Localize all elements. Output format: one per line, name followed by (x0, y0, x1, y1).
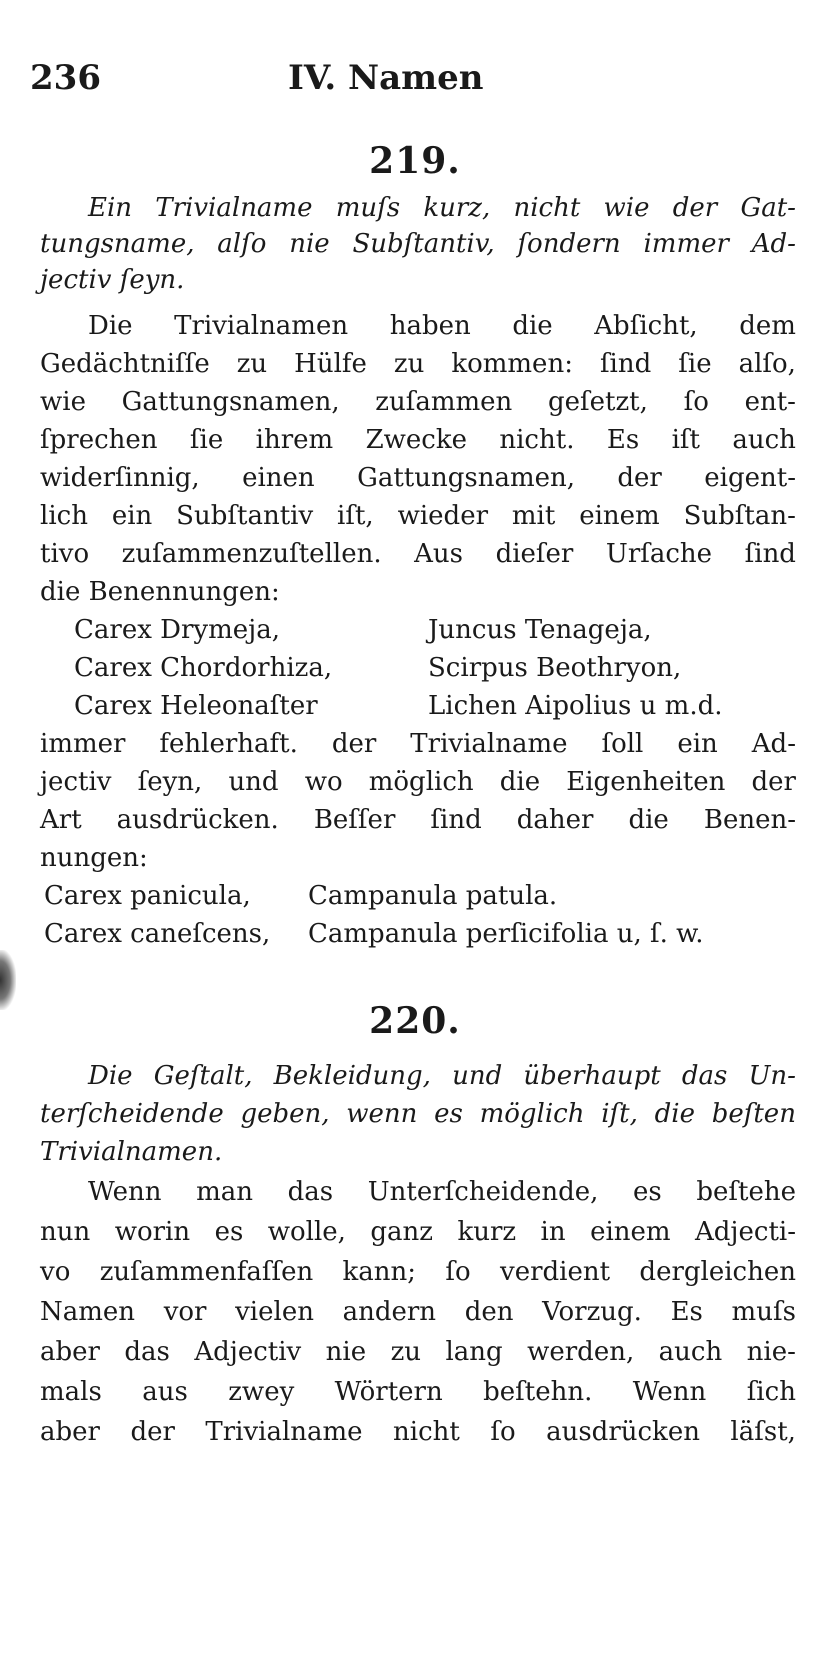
word: den (464, 1297, 514, 1327)
word: auch (732, 425, 796, 455)
word: nie (325, 1337, 367, 1367)
word: ſie (189, 425, 224, 455)
word: ein (677, 729, 718, 759)
word: das (287, 1177, 334, 1207)
word: ganz (370, 1217, 433, 1247)
word: einem (590, 1217, 671, 1247)
word: alſo, (738, 349, 796, 379)
word: die Benennungen: (40, 577, 280, 607)
word: zu (236, 349, 268, 379)
word: Trivialname (410, 729, 568, 759)
example-name-left: Carex Chordorhiza, (74, 653, 333, 683)
word: jectiv ſeyn. (40, 265, 185, 295)
word: aber (40, 1417, 100, 1447)
word: widerſinnig, (40, 463, 200, 493)
word: geben, (240, 1099, 330, 1129)
word: ſo (445, 1257, 471, 1287)
word: die (654, 1099, 695, 1129)
word: der (617, 463, 662, 493)
word: andern (342, 1297, 437, 1327)
word: Die (88, 311, 133, 341)
word: ſich (746, 1377, 796, 1407)
word: die (512, 311, 553, 341)
word: und (452, 1061, 503, 1091)
word: mit (511, 501, 556, 531)
text-line (40, 1414, 796, 1450)
example-name-right: Campanula patula. (308, 881, 558, 911)
text-line (40, 1214, 796, 1250)
word: Aus (414, 539, 464, 569)
word: Adjectiv (194, 1337, 302, 1367)
word: das (681, 1061, 728, 1091)
word: der (751, 767, 796, 797)
section-number-219: 219. (369, 140, 461, 182)
word: Ad- (751, 729, 796, 759)
word: Trivialname (155, 193, 313, 223)
word: beſtehn. (483, 1377, 593, 1407)
word: in (540, 1217, 566, 1247)
word: dergleichen (639, 1257, 796, 1287)
word: iſt (671, 425, 700, 455)
word: ſo (490, 1417, 516, 1447)
word: der (130, 1417, 175, 1447)
word: Trivialnamen. (40, 1137, 223, 1167)
example-name-right: Juncus Tenageja, (428, 615, 652, 645)
word: es (434, 1099, 463, 1129)
word: ſind (430, 805, 482, 835)
word: einen (242, 463, 315, 493)
word: Adjecti- (695, 1217, 796, 1247)
word: jectiv (40, 767, 112, 797)
word: dieſer (495, 539, 574, 569)
word: ſind (744, 539, 796, 569)
section-number-220: 220. (369, 1000, 461, 1042)
word: Benen- (703, 805, 796, 835)
word: Wörtern (334, 1377, 443, 1407)
word: überhaupt (523, 1061, 661, 1091)
text-line (40, 1334, 796, 1370)
word: kommen: (451, 349, 573, 379)
word: nicht. (499, 425, 575, 455)
word: Beſſer (313, 805, 396, 835)
word: zuſammenzuſtellen. (121, 539, 382, 569)
example-name-left: Carex caneſcens, (44, 919, 271, 949)
word: nungen: (40, 843, 148, 873)
word: man (196, 1177, 254, 1207)
running-title: IV. Namen (288, 58, 484, 98)
word: möglich (368, 767, 474, 797)
text-line (40, 1374, 796, 1410)
word: Gedächtniſſe (40, 349, 210, 379)
word: auch (658, 1337, 723, 1367)
word: muſs (731, 1297, 796, 1327)
word: wie (603, 193, 650, 223)
word: fehlerhaft. (159, 729, 298, 759)
text-line (40, 802, 796, 838)
word: worin (114, 1217, 191, 1247)
word: läſst, (730, 1417, 796, 1447)
word: iſt, (601, 1099, 638, 1129)
text-line (40, 840, 796, 876)
word: zwey (228, 1377, 295, 1407)
word: nie- (746, 1337, 796, 1367)
word: Vorzug. (542, 1297, 642, 1327)
word: Gattungsnamen, (357, 463, 576, 493)
word: kurz, (423, 193, 491, 223)
word: mals (40, 1377, 102, 1407)
word: beſtehe (696, 1177, 796, 1207)
text-line (40, 726, 796, 762)
word: Hülfe (294, 349, 367, 379)
word: werden, (527, 1337, 635, 1367)
word: verdient (500, 1257, 611, 1287)
word: Es (606, 425, 640, 455)
example-name-left: Carex panicula, (44, 881, 251, 911)
word: Zwecke (365, 425, 467, 455)
text-line (40, 1096, 796, 1132)
word: ſind (599, 349, 652, 379)
text-line (40, 1254, 796, 1290)
word: Unterſcheidende, (367, 1177, 599, 1207)
word: die (628, 805, 669, 835)
text-line (40, 536, 796, 572)
word: ent- (744, 387, 796, 417)
word: Ein (88, 193, 133, 223)
word: tungsname, (40, 229, 195, 259)
word: iſt, (337, 501, 374, 531)
word: geſetzt, (548, 387, 648, 417)
word: die (499, 767, 541, 797)
text-line (40, 498, 796, 534)
word: zu (390, 1337, 422, 1367)
word: muſs (335, 193, 401, 223)
word: Gattungsnamen, (121, 387, 340, 417)
word: wie (40, 387, 86, 417)
word: ſo (683, 387, 709, 417)
text-line (40, 1294, 796, 1330)
word: Trivialname (205, 1417, 363, 1447)
word: wolle, (267, 1217, 346, 1247)
word: Abſicht, (594, 311, 698, 341)
example-name-left: Carex Drymeja, (74, 615, 280, 645)
word: ſondern (517, 229, 621, 259)
text-line (40, 574, 796, 610)
word: Urſache (605, 539, 713, 569)
word: ſprechen (40, 425, 158, 455)
word: Trivialnamen (174, 311, 349, 341)
word: das (124, 1337, 170, 1367)
word: Es (670, 1297, 703, 1327)
word: alſo (217, 229, 267, 259)
word: möglich (479, 1099, 585, 1129)
word: tivo (40, 539, 90, 569)
word: wo (304, 767, 343, 797)
word: es (214, 1217, 244, 1247)
word: daher (516, 805, 594, 835)
word: Subſtan- (683, 501, 796, 531)
word: dem (739, 311, 796, 341)
example-name-right: Lichen Aipolius u m.d. (428, 691, 723, 721)
word: Eigenheiten (566, 767, 726, 797)
word: Subſtantiv (176, 501, 314, 531)
word: und (228, 767, 279, 797)
text-line (40, 262, 796, 298)
text-line (40, 764, 796, 800)
word: zu (393, 349, 425, 379)
text-line (40, 422, 796, 458)
ink-blot (0, 950, 16, 1010)
word: ſoll (601, 729, 644, 759)
word: Un- (748, 1061, 796, 1091)
word: wenn (346, 1099, 418, 1129)
word: immer (40, 729, 126, 759)
word: Namen (40, 1297, 136, 1327)
word: lang (445, 1337, 503, 1367)
text-line (40, 384, 796, 420)
word: vor (163, 1297, 207, 1327)
text-line (40, 460, 796, 496)
word: ſeyn, (137, 767, 203, 797)
word: Wenn (632, 1377, 707, 1407)
word: Art (40, 805, 82, 835)
word: Bekleidung, (273, 1061, 431, 1091)
word: kann; (342, 1257, 417, 1287)
word: der (672, 193, 718, 223)
word: ihrem (255, 425, 334, 455)
word: ausdrücken (546, 1417, 700, 1447)
word: wieder (397, 501, 489, 531)
word: zuſammen (375, 387, 513, 417)
word: nicht (393, 1417, 460, 1447)
text-line (40, 346, 796, 382)
word: der (331, 729, 377, 759)
word: aber (40, 1337, 100, 1367)
word: aus (142, 1377, 188, 1407)
word: kurz (457, 1217, 517, 1247)
word: ein (111, 501, 153, 531)
example-name-right: Scirpus Beothryon, (428, 653, 682, 683)
word: vo (40, 1257, 71, 1287)
word: ausdrücken. (116, 805, 279, 835)
example-name-right: Campanula perſicifolia u, ſ. w. (308, 919, 704, 949)
example-name-left: Carex Heleonaſter (74, 691, 318, 721)
word: nun (40, 1217, 91, 1247)
word: Die (88, 1061, 133, 1091)
word: Geſtalt, (153, 1061, 253, 1091)
word: lich (40, 501, 88, 531)
text-line (88, 1058, 796, 1094)
word: Wenn (88, 1177, 162, 1207)
text-line (40, 1134, 796, 1170)
word: eigent- (704, 463, 796, 493)
word: nie (289, 229, 330, 259)
word: immer (643, 229, 729, 259)
text-line (88, 190, 796, 226)
text-line (88, 308, 796, 344)
word: Gat- (740, 193, 796, 223)
text-line (88, 1174, 796, 1210)
text-line (40, 226, 796, 262)
word: Subſtantiv, (352, 229, 495, 259)
word: ſie (678, 349, 712, 379)
word: terſcheidende (40, 1099, 224, 1129)
page-number: 236 (30, 58, 101, 98)
word: zuſammenfaſſen (99, 1257, 314, 1287)
word: beſten (711, 1099, 796, 1129)
word: es (633, 1177, 662, 1207)
word: nicht (513, 193, 581, 223)
word: Ad- (751, 229, 796, 259)
word: vielen (235, 1297, 314, 1327)
word: einem (579, 501, 660, 531)
word: haben (389, 311, 471, 341)
